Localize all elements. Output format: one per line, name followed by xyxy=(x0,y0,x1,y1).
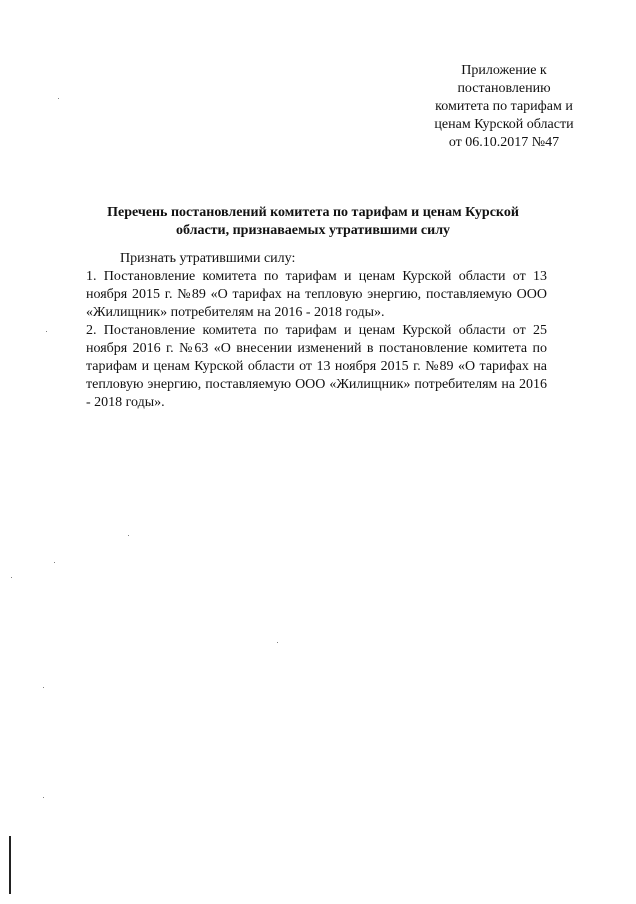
appendix-line: постановлению xyxy=(457,81,551,96)
appendix-line: Приложение к xyxy=(461,63,547,78)
repealed-item-2: 2. Постановление комитета по тарифам и ценам Курской области от 25 ноября 2016 г. №63 «О внесении изменений в постановление комитета по тарифам и ценам Курской области от 13 ноября 2015 г. №89 «О тарифах на тепловую энергию, поставляемую ООО «Жилищник» потребителям на 2016 - 2018 годы». xyxy=(86,323,547,410)
scan-speck xyxy=(128,535,129,536)
scan-speck xyxy=(43,687,44,688)
scan-speck xyxy=(277,642,278,643)
intro-text: Признать утратившими силу: xyxy=(120,251,296,266)
scan-speck xyxy=(11,577,12,578)
appendix-line: ценам Курской области xyxy=(434,117,574,132)
appendix-date-number: от 06.10.2017 №47 xyxy=(448,135,560,150)
scan-speck xyxy=(58,98,59,99)
repealed-item-1: 1. Постановление комитета по тарифам и ценам Курской области от 13 ноября 2015 г. №89 «О тарифах на тепловую энергию, поставляемую ООО «Жилищник» потребителям на 2016 - 2018 годы». xyxy=(86,269,547,320)
scan-speck xyxy=(54,562,55,563)
document-title-line: области, признаваемых утратившими силу xyxy=(175,223,451,238)
scan-speck xyxy=(43,797,44,798)
appendix-line: комитета по тарифам и xyxy=(435,99,573,114)
scan-speck xyxy=(46,331,47,332)
scan-edge-line xyxy=(9,836,11,894)
appendix-reference-block xyxy=(418,62,590,152)
document-title xyxy=(100,204,526,240)
document-title-line: Перечень постановлений комитета по тарифам и ценам Курской xyxy=(107,205,519,220)
